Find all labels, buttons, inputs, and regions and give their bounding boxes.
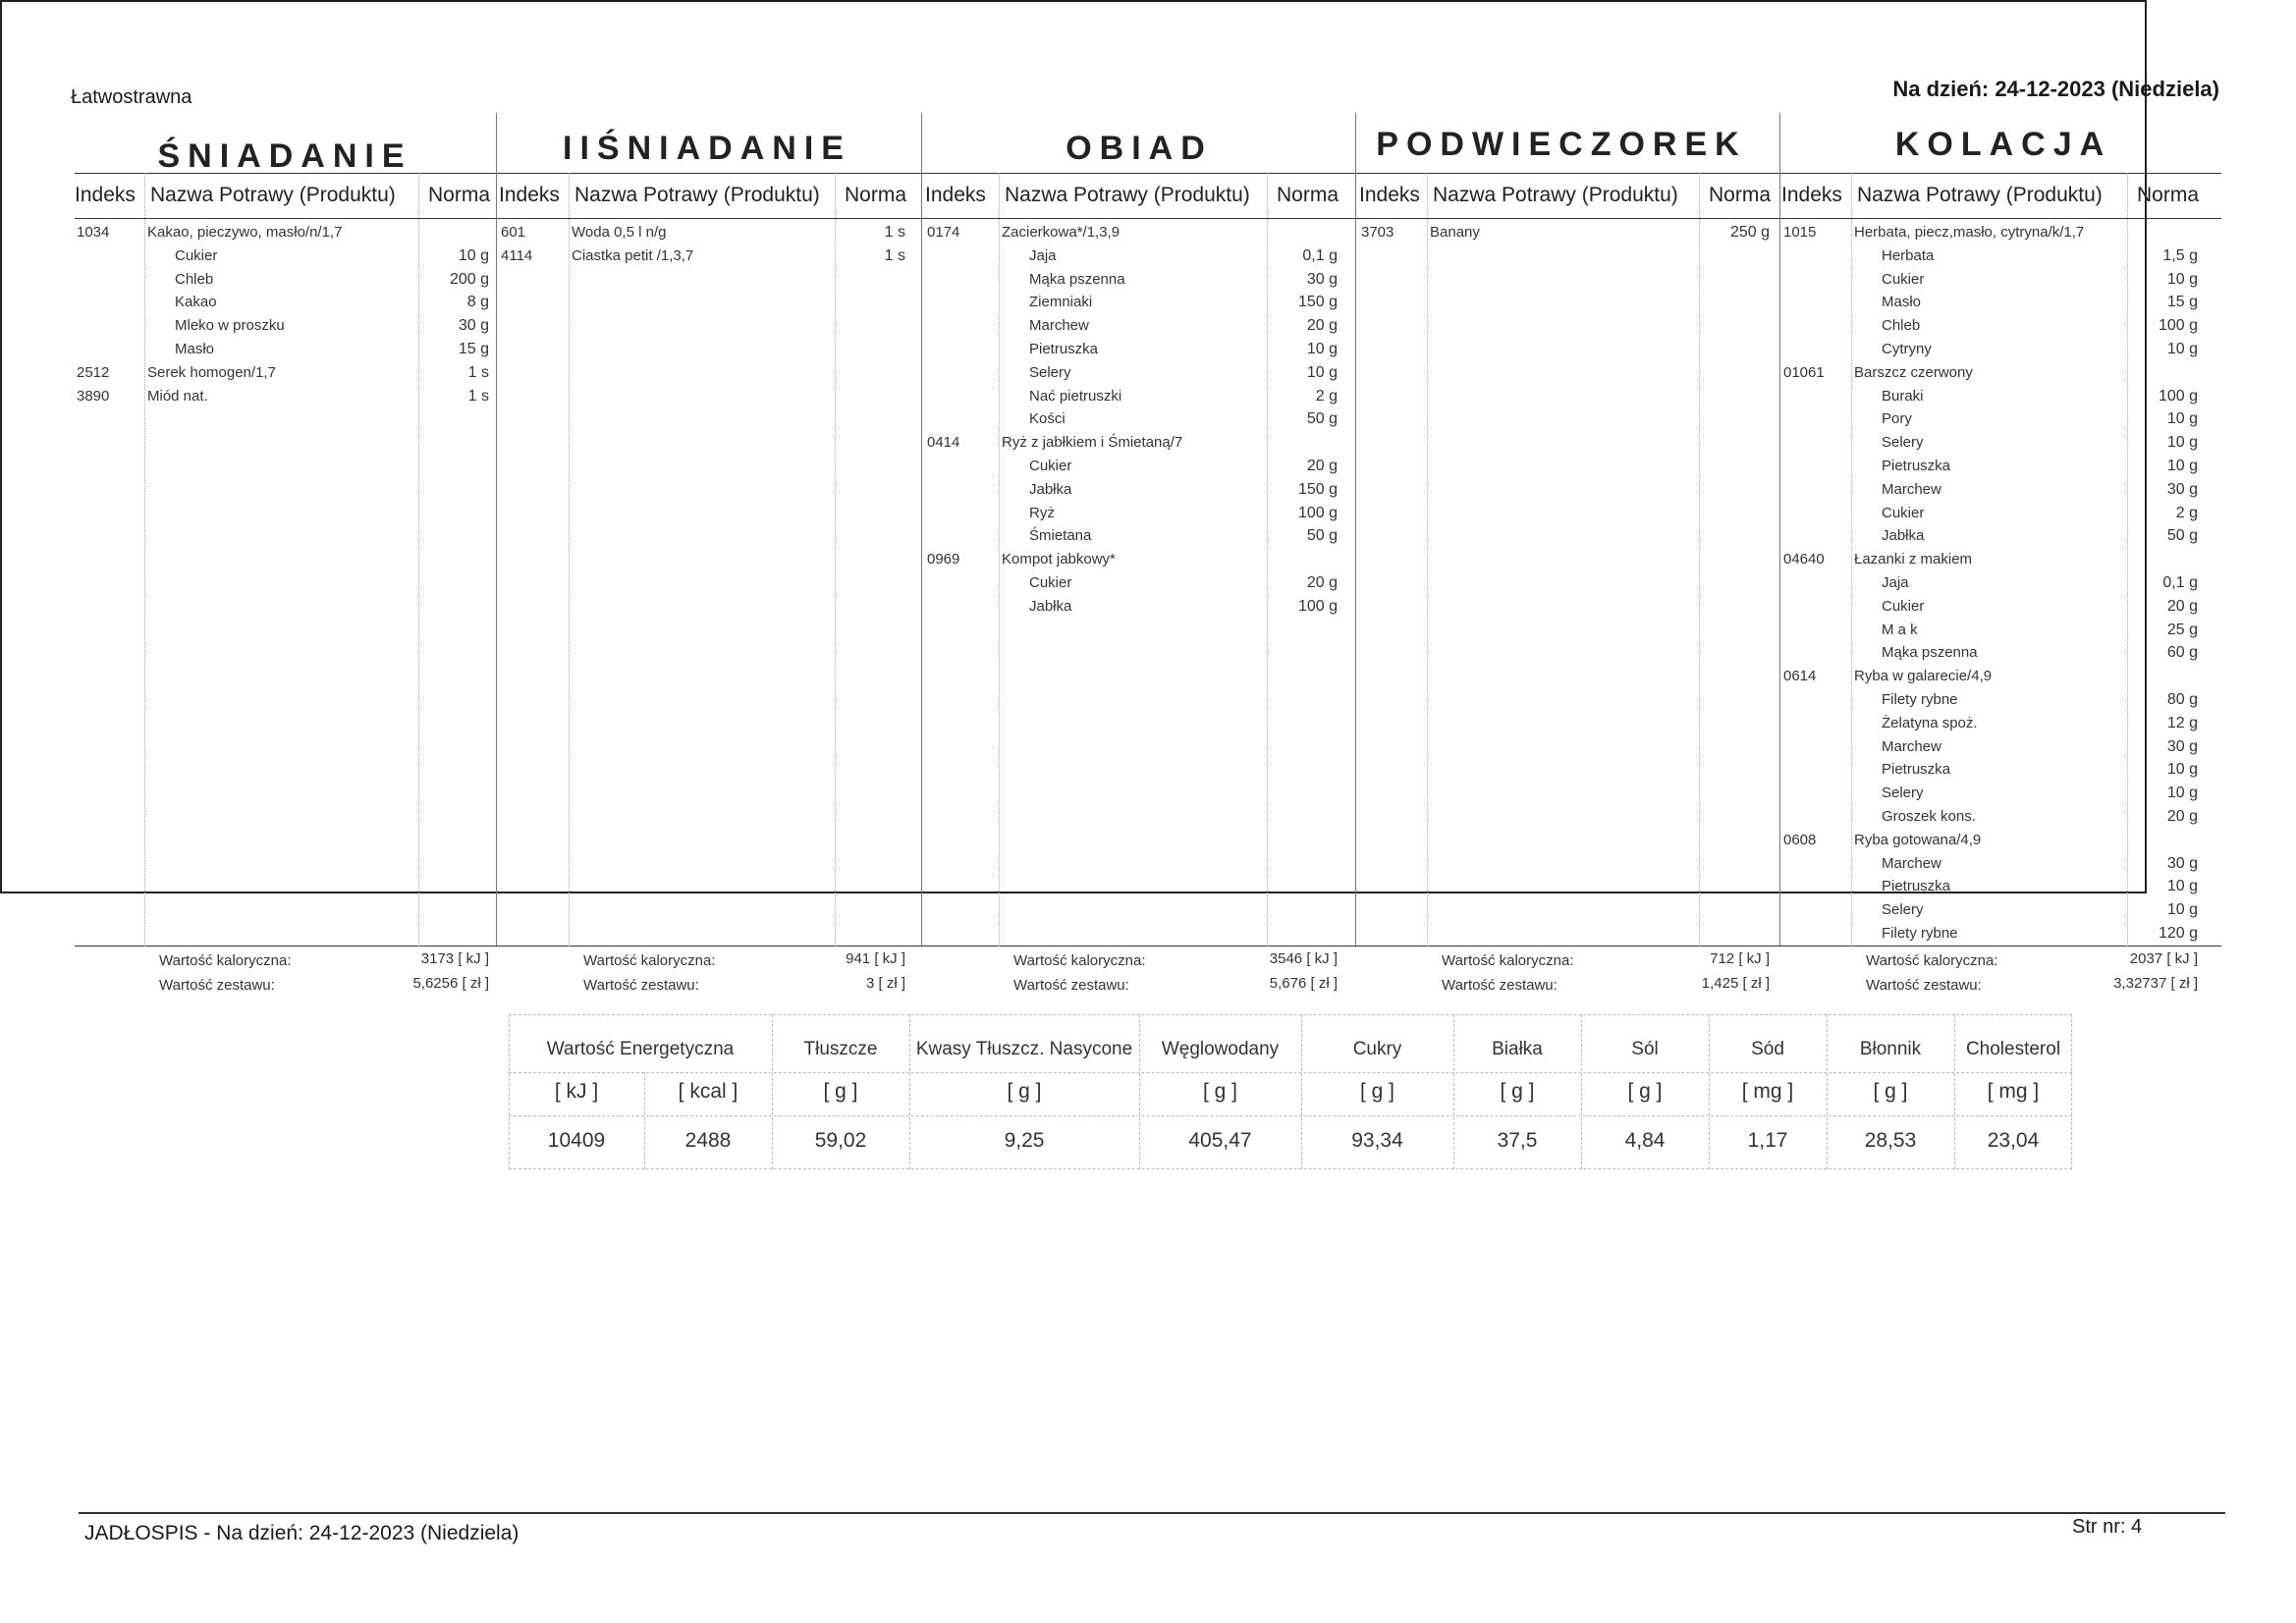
ingredient-name: Pietruszka (1029, 341, 1099, 357)
dish-name: Herbata, piecz,masło, cytryna/k/1,7 (1854, 224, 2085, 241)
nutrient-value: 4,84 (1624, 1129, 1666, 1152)
calorie-label: Wartość kaloryczna: (1442, 952, 1574, 969)
dish-norm: 1 s (884, 224, 905, 241)
dish-index: 0614 (1783, 668, 1817, 685)
dish-norm: 25 g (2166, 621, 2198, 638)
cost-value: 5,676 [ zł ] (1269, 975, 1338, 992)
ingredient-name: Selery (1029, 363, 1071, 381)
nutrient-unit: [ g ] (1359, 1080, 1395, 1103)
dish-name: Ryba w galarecie/4,9 (1854, 668, 1993, 685)
ingredient-name: Filety rybne (1882, 691, 1958, 708)
ingredient-name: Marchew (1029, 317, 1089, 335)
ingredient-name: Marchew (1882, 480, 1941, 498)
cost-label: Wartość zestawu: (583, 977, 699, 994)
meal-separator (1779, 113, 1780, 946)
ingredient-name: Nać pietruszki (1029, 387, 1122, 405)
dish-norm: 150 g (1297, 480, 1338, 498)
meal-separator (1355, 113, 1356, 946)
dish-name: Ryba gotowana/4,9 (1854, 831, 1982, 848)
dish-norm: 20 g (1306, 458, 1338, 474)
col-header-name: Nazwa Potrawy (Produktu) (1005, 184, 1250, 206)
nutrient-label: Cholesterol (1965, 1039, 2061, 1059)
norm-col-separator (1267, 173, 1268, 947)
index-col-separator (999, 173, 1000, 947)
dish-norm: 50 g (1306, 410, 1338, 428)
calorie-value: 3546 [ kJ ] (1269, 950, 1338, 967)
calorie-value: 2037 [ kJ ] (2129, 950, 2198, 967)
dish-norm: 20 g (2166, 597, 2198, 615)
dish-index: 0174 (927, 224, 960, 241)
ingredient-name: Kości (1029, 410, 1066, 428)
calorie-label: Wartość kaloryczna: (583, 952, 716, 969)
col-header-index: Indeks (925, 184, 986, 206)
nutrient-label: Błonnik (1859, 1039, 1922, 1059)
calorie-label: Wartość kaloryczna: (159, 952, 292, 969)
calorie-value: 3173 [ kJ ] (420, 950, 489, 967)
nutrition-col-separator (1954, 1014, 1955, 1169)
nutrient-label: Sód (1751, 1039, 1784, 1059)
ingredient-name: Mleko w proszku (175, 317, 285, 335)
col-header-index: Indeks (1359, 184, 1420, 206)
dish-norm: 30 g (2166, 854, 2198, 872)
meal-title: KOLACJA (1894, 126, 2112, 163)
nutrition-col-separator (1139, 1014, 1140, 1169)
nutrient-value: 1,17 (1747, 1129, 1788, 1152)
dish-norm: 100 g (2158, 387, 2198, 405)
ingredient-name: Żelatyna spoż. (1882, 714, 1978, 731)
dish-index: 3703 (1361, 224, 1394, 241)
ingredient-name: Selery (1882, 901, 1924, 919)
dish-name: Ciastka petit /1,3,7 (572, 246, 694, 264)
dish-index: 1034 (77, 224, 110, 241)
nutrition-row-separator (509, 1115, 2072, 1116)
dish-norm: 250 g (1729, 224, 1770, 241)
dish-norm: 100 g (1297, 597, 1338, 615)
meal-separator (496, 113, 497, 946)
nutrient-unit: [ g ] (1627, 1080, 1663, 1103)
dish-norm: 12 g (2166, 714, 2198, 731)
ingredient-name: Pietruszka (1882, 458, 1951, 474)
ingredient-name: Chleb (1882, 317, 1921, 335)
nutrient-unit: [ kcal ] (678, 1080, 738, 1103)
calorie-label: Wartość kaloryczna: (1013, 952, 1146, 969)
col-header-name: Nazwa Potrawy (Produktu) (150, 184, 396, 206)
dish-name: Kakao, pieczywo, masło/n/1,7 (147, 224, 343, 241)
ingredient-name: Ryż (1029, 504, 1055, 521)
ingredient-name: Masło (1882, 294, 1922, 311)
nutrient-value: 9,25 (1004, 1129, 1045, 1152)
index-col-separator (1851, 173, 1852, 947)
ingredient-name: Mąka pszenna (1882, 644, 1978, 662)
dish-norm: 60 g (2166, 644, 2198, 662)
nutrient-unit: [ g ] (1873, 1080, 1908, 1103)
dish-norm: 2 g (1315, 387, 1338, 405)
dish-norm: 30 g (1306, 270, 1338, 288)
dish-name: Zacierkowa*/1,3,9 (1002, 224, 1121, 241)
dish-norm: 10 g (2166, 784, 2198, 802)
nutrient-unit: [ kJ ] (554, 1080, 599, 1103)
nutrient-value: 2488 (684, 1129, 732, 1152)
ingredient-name: Marchew (1882, 737, 1941, 755)
ingredient-name: Cukier (1882, 597, 1925, 615)
cost-label: Wartość zestawu: (159, 977, 275, 994)
ingredient-name: Chleb (175, 270, 214, 288)
footer-divider (75, 946, 2221, 947)
ingredient-name: Pietruszka (1882, 878, 1951, 895)
dish-index: 601 (501, 224, 526, 241)
page-number: Str nr: 4 (2072, 1516, 2143, 1538)
nutrition-col-separator (772, 1014, 773, 1169)
dish-norm: 20 g (2166, 808, 2198, 825)
energy-header: Wartość Energetyczna (546, 1039, 735, 1059)
col-header-norm: Norma (2137, 184, 2200, 206)
nutrient-label: Tłuszcze (803, 1039, 878, 1059)
col-header-norm: Norma (428, 184, 491, 206)
dish-name: Woda 0,5 l n/g (572, 224, 667, 241)
nutrition-col-separator (909, 1014, 910, 1169)
dish-index: 04640 (1783, 551, 1825, 568)
ingredient-name: Herbata (1882, 246, 1935, 264)
ingredient-name: Cytryny (1882, 341, 1932, 357)
ingredient-name: Cukier (1029, 574, 1072, 591)
dish-index: 4114 (501, 246, 533, 264)
ingredient-name: Groszek kons. (1882, 808, 1976, 825)
index-col-separator (569, 173, 570, 947)
dish-name: Kompot jabkowy* (1002, 551, 1116, 568)
dish-index: 2512 (77, 363, 110, 381)
meal-title: OBIAD (1066, 130, 1213, 167)
nutrient-unit: [ mg ] (1741, 1080, 1794, 1103)
nutrition-row-separator (509, 1072, 2072, 1073)
ingredient-name: Śmietana (1029, 527, 1092, 545)
cost-label: Wartość zestawu: (1866, 977, 1982, 994)
ingredient-name: Selery (1882, 784, 1924, 802)
dish-norm: 8 g (466, 294, 489, 311)
dish-norm: 10 g (2166, 901, 2198, 919)
dish-name: Banany (1430, 224, 1480, 241)
dish-name: Serek homogen/1,7 (147, 363, 276, 381)
dish-norm: 30 g (2166, 480, 2198, 498)
dish-index: 01061 (1783, 363, 1825, 381)
index-col-separator (144, 173, 145, 947)
dish-norm: 1 s (467, 363, 489, 381)
dish-norm: 1 s (467, 387, 489, 405)
ingredient-name: Ziemniaki (1029, 294, 1093, 311)
ingredient-name: Jabłka (1029, 597, 1072, 615)
ingredient-name: Jaja (1029, 246, 1057, 264)
nutrient-unit: [ mg ] (1987, 1080, 2040, 1103)
col-header-name: Nazwa Potrawy (Produktu) (574, 184, 820, 206)
nutrient-value: 23,04 (1987, 1129, 2040, 1152)
norm-col-separator (1699, 173, 1700, 947)
cost-value: 3,32737 [ zł ] (2113, 975, 2198, 992)
dish-norm: 15 g (2166, 294, 2198, 311)
dish-index: 1015 (1783, 224, 1817, 241)
header-divider (75, 218, 2221, 219)
ingredient-name: Mąka pszenna (1029, 270, 1125, 288)
dish-name: Ryż z jabłkiem i Śmietaną/7 (1002, 434, 1183, 452)
nutrient-label: Cukry (1352, 1039, 1402, 1059)
nutrient-label: Węglowodany (1161, 1039, 1280, 1059)
dish-norm: 10 g (2166, 878, 2198, 895)
index-col-separator (1427, 173, 1428, 947)
ingredient-name: Cukier (1029, 458, 1072, 474)
dish-norm: 10 g (1306, 341, 1338, 357)
dish-norm: 10 g (2166, 458, 2198, 474)
ingredient-name: Masło (175, 341, 215, 357)
ingredient-name: Pietruszka (1882, 761, 1951, 779)
nutrient-label: Białka (1492, 1039, 1543, 1059)
cost-value: 3 [ zł ] (865, 975, 905, 992)
ingredient-name: Jabłka (1882, 527, 1925, 545)
ingredient-name: Cukier (1882, 270, 1925, 288)
dish-norm: 15 g (458, 341, 489, 357)
nutrition-col-separator (1709, 1014, 1710, 1169)
meal-separator (921, 113, 922, 946)
nutrient-unit: [ g ] (1500, 1080, 1535, 1103)
norm-col-separator (835, 173, 836, 947)
ingredient-name: Cukier (1882, 504, 1925, 521)
menu-date: Na dzień: 24-12-2023 (Niedziela) (1892, 77, 2219, 101)
dish-norm: 80 g (2166, 691, 2198, 708)
ingredient-name: Marchew (1882, 854, 1941, 872)
cost-label: Wartość zestawu: (1442, 977, 1558, 994)
ingredient-name: Jabłka (1029, 480, 1072, 498)
dish-norm: 10 g (2166, 410, 2198, 428)
col-header-index: Indeks (75, 184, 136, 206)
dish-norm: 10 g (2166, 270, 2198, 288)
dish-norm: 30 g (2166, 737, 2198, 755)
dish-norm: 200 g (449, 270, 489, 288)
ingredient-name: Filety rybne (1882, 925, 1958, 942)
cost-label: Wartość zestawu: (1013, 977, 1129, 994)
ingredient-name: Pory (1882, 410, 1912, 428)
nutrient-value: 10409 (547, 1129, 606, 1152)
nutrition-col-separator (1301, 1014, 1302, 1169)
dish-norm: 1 s (884, 246, 905, 264)
dish-norm: 10 g (2166, 761, 2198, 779)
nutrient-unit: [ g ] (1202, 1080, 1238, 1103)
diet-type: Łatwostrawna (71, 86, 192, 108)
col-header-index: Indeks (1781, 184, 1842, 206)
nutrition-col-separator (1453, 1014, 1454, 1169)
nutrient-unit: [ g ] (823, 1080, 858, 1103)
dish-norm: 50 g (2166, 527, 2198, 545)
ingredient-name: Selery (1882, 434, 1924, 452)
footer-text: JADŁOSPIS - Na dzień: 24-12-2023 (Niedziela) (84, 1522, 519, 1544)
footer-rule (79, 1512, 2225, 1514)
nutrient-unit: [ g ] (1007, 1080, 1042, 1103)
nutrient-value: 93,34 (1351, 1129, 1403, 1152)
dish-norm: 20 g (1306, 317, 1338, 335)
ingredient-name: Jaja (1882, 574, 1909, 591)
ingredient-name: Kakao (175, 294, 217, 311)
dish-name: Łazanki z makiem (1854, 551, 1973, 568)
col-header-name: Nazwa Potrawy (Produktu) (1433, 184, 1678, 206)
dish-norm: 0,1 g (1302, 246, 1338, 264)
dish-norm: 50 g (1306, 527, 1338, 545)
dish-index: 0969 (927, 551, 960, 568)
cost-value: 5,6256 [ zł ] (412, 975, 489, 992)
norm-col-separator (418, 173, 419, 947)
dish-norm: 30 g (458, 317, 489, 335)
ingredient-name: Cukier (175, 246, 218, 264)
nutrient-value: 37,5 (1497, 1129, 1538, 1152)
ingredient-name: M a k (1882, 621, 1918, 638)
nutrient-label: Sól (1631, 1039, 1659, 1059)
dish-norm: 10 g (2166, 434, 2198, 452)
dish-norm: 10 g (458, 246, 489, 264)
calorie-value: 712 [ kJ ] (1710, 950, 1770, 967)
nutrient-value: 59,02 (814, 1129, 867, 1152)
dish-name: Barszcz czerwony (1854, 363, 1973, 381)
ingredient-name: Buraki (1882, 387, 1924, 405)
calorie-label: Wartość kaloryczna: (1866, 952, 1998, 969)
meal-title: ŚNIADANIE (157, 137, 412, 175)
dish-norm: 0,1 g (2162, 574, 2198, 591)
dish-index: 0414 (927, 434, 960, 452)
dish-norm: 120 g (2158, 925, 2198, 942)
nutrition-col-separator (1827, 1014, 1828, 1169)
norm-col-separator (2127, 173, 2128, 947)
calorie-value: 941 [ kJ ] (846, 950, 905, 967)
dish-norm: 20 g (1306, 574, 1338, 591)
dish-index: 0608 (1783, 831, 1817, 848)
col-header-norm: Norma (1709, 184, 1772, 206)
dish-norm: 1,5 g (2162, 246, 2198, 264)
dish-norm: 2 g (2175, 504, 2198, 521)
col-header-norm: Norma (845, 184, 907, 206)
cost-value: 1,425 [ zł ] (1701, 975, 1770, 992)
dish-name: Miód nat. (147, 387, 208, 405)
dish-index: 3890 (77, 387, 110, 405)
dish-norm: 100 g (1297, 504, 1338, 521)
col-header-index: Indeks (499, 184, 560, 206)
col-header-norm: Norma (1277, 184, 1339, 206)
nutrition-col-separator (644, 1072, 645, 1169)
nutrient-label: Kwasy Tłuszcz. Nasycone (915, 1039, 1133, 1059)
dish-norm: 10 g (1306, 363, 1338, 381)
nutrient-value: 28,53 (1864, 1129, 1917, 1152)
col-header-name: Nazwa Potrawy (Produktu) (1857, 184, 2103, 206)
meal-title: PODWIECZOREK (1376, 126, 1747, 163)
dish-norm: 150 g (1297, 294, 1338, 311)
dish-norm: 10 g (2166, 341, 2198, 357)
dish-norm: 100 g (2158, 317, 2198, 335)
nutrient-value: 405,47 (1188, 1129, 1252, 1152)
meal-title: IIŚNIADANIE (563, 130, 851, 167)
nutrition-col-separator (1581, 1014, 1582, 1169)
